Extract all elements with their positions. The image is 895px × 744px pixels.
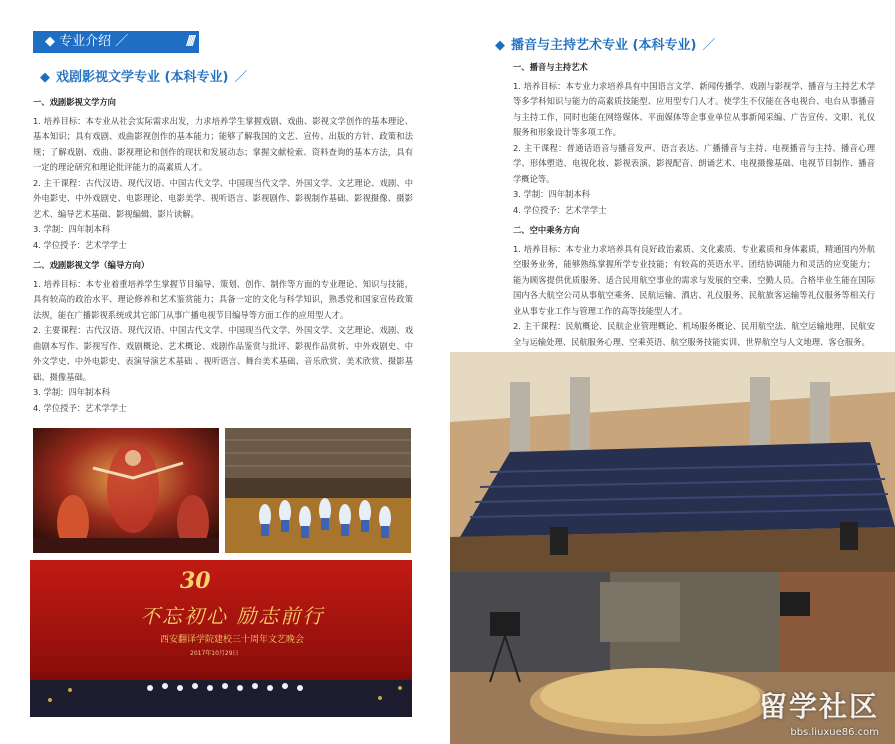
right-paragraph: 3. 学制：四年制本科 (513, 189, 590, 199)
right-heading-slash: ／ (702, 38, 716, 53)
banner-label: 专业介绍 (59, 34, 112, 49)
banner-slash: ／ (115, 34, 129, 49)
diamond-icon: ◆ (45, 34, 60, 49)
photo-gym-dance (225, 428, 411, 553)
left-paragraph: 4. 学位授予：艺术学学士 (33, 402, 127, 413)
left-heading-text: 戏剧影视文学专业 (本科专业) (56, 70, 229, 85)
left-paragraph: 1. 培养目标：本专业着重培养学生掌握节目编导、策划、创作、制作等方面的专业理论、知识与技能，具有较高的政治水平、理论修养和艺术鉴赏能力；具备一定的文化与科学知识，熟悉党和国家宣传政策法规，能在广播影视系统或其它部门从事广播电视节目编导等方面工作的应用型人才。 (33, 278, 413, 320)
left-paragraph: 1. 培养目标：本专业从社会实际需求出发，力求培养学生掌握戏剧、戏曲、影视文学创作的基本理论、基本知识；具有戏剧、戏曲影视创作的基本能力；能够了解我国的文艺、宣传、出版的方针、政策和法规；了解戏剧、戏曲、影视理论和创作的现状和发展动态；掌握文献检索、资料查询的基本方法，具有一定的理论研究和理论批评能力的高素质人才。 (33, 115, 413, 172)
watermark-brand: 留学社区 (758, 690, 879, 723)
gala-slogan: 不忘初心 励志前行 (140, 604, 325, 628)
diamond-icon: ◆ (495, 38, 505, 53)
left-paragraph: 3. 学制：四年制本科 (33, 387, 110, 397)
left-text-column (33, 93, 413, 416)
photo-anniversary-gala (30, 560, 412, 717)
right-paragraph: 2. 主干课程：民航概论、民航企业管理概论、机场服务概论、民用航空法、航空运输地理、民航安全与运输处理、民航服务心理、空乘英语、航空服务技能实训、世界航空与人文地理、客仓服务。 (513, 321, 875, 347)
left-major-heading (40, 66, 247, 85)
right-section-title: 一、播音与主持艺术 (513, 62, 588, 72)
site-watermark (759, 685, 879, 738)
diamond-icon: ◆ (40, 70, 50, 85)
stripe-decoration-icon: //// (186, 34, 193, 49)
photo-theater-hall (450, 352, 895, 572)
left-paragraph: 2. 主干课程：古代汉语、现代汉语、中国古代文学、中国现当代文学、外国文学、文艺理论、戏剧、中外电影史、中外戏剧史、电影理论、电影美学、视听语言、影视剧作、影视制作基础、影视摄像、摄影艺术、编导艺术基础、影视编辑、影片读解。 (33, 177, 413, 219)
gala-logo-number: 30 (180, 568, 211, 594)
right-major-heading (495, 34, 715, 53)
left-paragraph: 4. 学位授予：艺术学学士 (33, 239, 127, 250)
left-section-title: 二、戏剧影视文学（编导方向） (33, 260, 150, 270)
gala-event-title: 西安翻译学院建校三十周年文艺晚会 (160, 635, 305, 645)
right-heading-text: 播音与主持艺术专业 (本科专业) (511, 38, 697, 53)
left-paragraph: 2. 主要课程：古代汉语、现代汉语、中国古代文学、中国现当代文学、外国文学、文艺理论、戏剧、戏曲剧本写作、影视写作、戏剧概论、艺术概论、戏剧作品鉴赏与批评、影视作品赏析、中外戏剧史、中外文学史、中外电影史、表演导演艺术基础 、视听语言、舞台美术基础、音乐欣赏、美术欣赏、摄影基础、摄像基础。 (33, 325, 413, 382)
left-heading-slash: ／ (234, 70, 248, 85)
right-paragraph: 4. 学位授予：艺术学学士 (513, 204, 607, 215)
photo-stage-dancers (33, 428, 219, 553)
photo-tv-studio (450, 572, 895, 744)
left-section-title: 一、戏剧影视文学方向 (33, 97, 116, 107)
right-paragraph: 2. 主干课程：普通话语音与播音发声、语言表达、广播播音与主持、电视播音与主持、播音心理学、形体塑造、电视化妆、影视表演、影视配音、朗诵艺术、电视摄像基础、电视节目制作、播音学概论等。 (513, 142, 875, 184)
section-banner (33, 31, 199, 53)
right-paragraph: 1. 培养目标：本专业力求培养具有中国语言文学、新闻传播学、戏剧与影视学、播音与主持艺术学等多学科知识与能力的高素质技能型、应用型专门人才。使学生不仅能在各电视台、电台从事播音与主持工作，同时也能在网络媒体、平面媒体等企事业单位从事新闻采编、广告宣传、文职、礼仪服务和形象设计等多项工作。 (513, 80, 875, 137)
right-paragraph: 1. 培养目标：本专业力求培养具有良好政治素质、文化素质、专业素质和身体素质，精通国内外航空服务业务，能够熟练掌握所学专业技能；有较高的英语水平、团结协调能力和灵活的应变能力；能为顾客提供优质服务、适合民用航空事业的需求与发展的空乘、空勤人员。合格毕业生能在国际国内各大航空公司从事航空乘务、民航运输、酒店、礼仪服务、民航旅客运输等礼仪服务等相关行业从事专业工作与管理工作的高等技能型人才。 (513, 243, 875, 316)
right-section-title: 二、空中乘务方向 (513, 225, 580, 235)
left-paragraph: 3. 学制：四年制本科 (33, 224, 110, 234)
gala-date: 2017年10月29日 (190, 650, 239, 657)
watermark-url: bbs.liuxue86.com (790, 727, 879, 738)
right-text-column (513, 58, 875, 366)
